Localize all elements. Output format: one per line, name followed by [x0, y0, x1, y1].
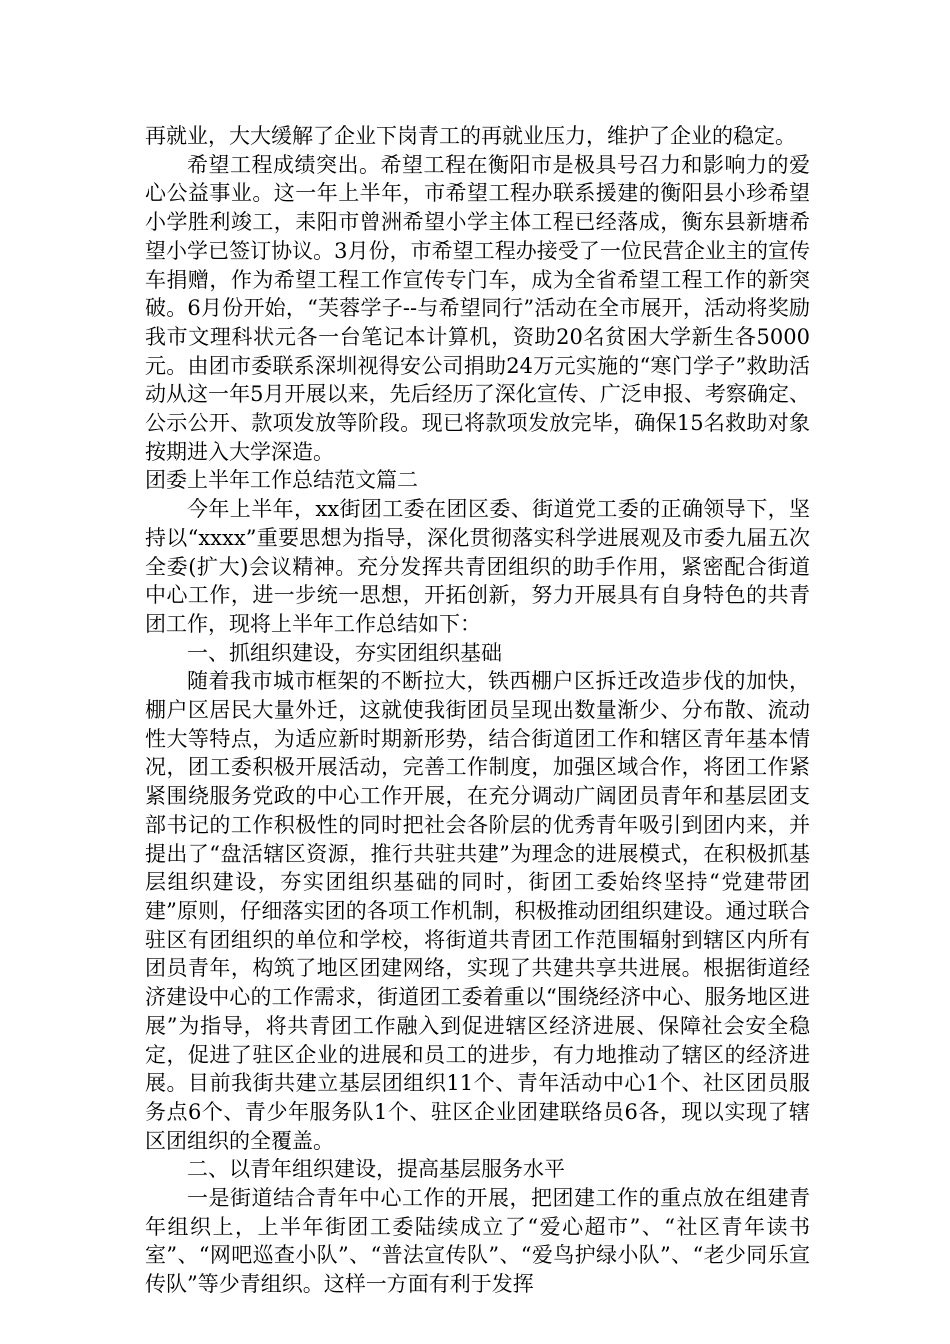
section-title: 团委上半年工作总结范文篇二	[145, 468, 418, 493]
document-page	[145, 122, 810, 1299]
paragraph-intro: 今年上半年，xx街团工委在团区委、街道党工委的正确领导下，坚持以“xxxx”重要思想为指导，深化贯彻落实科学进展观及市委九届五次全委(扩大)会议精神。充分发挥共青团组织的助手作用，紧密配合街道中心工作，进一步统一思想，开拓创新，努力开展具有自身特色的共青团工作，现将上半年工作总结如下：	[145, 497, 810, 636]
heading-youth-organization: 二、以青年组织建设，提高基层服务水平	[187, 1157, 565, 1182]
paragraph-hope-project: 希望工程成绩突出。希望工程在衡阳市是极具号召力和影响力的爱心公益事业。这一年上半年，市希望工程办联系援建的衡阳县小珍希望小学胜利竣工，耒阳市曾洲希望小学主体工程已经落成，衡东县新塘希望小学已签订协议。3月份，市希望工程办接受了一位民营企业主的宣传车捐赠，作为希望工程工作宣传专门车，成为全省希望工程工作的新突破。6月份开始，“芙蓉学子--与希望同行”活动在全市展开，活动将奖励我市文理科状元各一台笔记本计算机，资助20名贫困大学新生各5000元。由团市委联系深圳视得安公司捐助24万元实施的“寒门学子”救助活动从这一年5月开展以来，先后经历了深化宣传、广泛申报、考察确定、公示公开、款项发放等阶段。现已将款项发放完毕，确保15名救助对象按期进入大学深造。	[145, 152, 810, 464]
paragraph-continuation: 再就业，大大缓解了企业下岗青工的再就业压力，维护了企业的稳定。	[145, 124, 796, 148]
paragraph-organization-building: 随着我市城市框架的不断拉大，铁西棚户区拆迁改造步伐的加快，棚户区居民大量外迁，这就使我街团员呈现出数量渐少、分布散、流动性大等特点，为适应新时期新形势，结合街道团工作和辖区青年基本情况，团工委积极开展活动，完善工作制度，加强区域合作，将团工作紧紧围绕服务党政的中心工作开展，在充分调动广阔团员青年和基层团支部书记的工作积极性的同时把社会各阶层的优秀青年吸引到团内来，并提出了“盘活辖区资源，推行共驻共建”为理念的进展模式，在积极抓基层组织建设，夯实团组织基础的同时，街团工委始终坚持“党建带团建”原则，仔细落实团的各项工作机制，积极推动团组织建设。通过联合驻区有团组织的单位和学校，将街道共青团工作范围辐射到辖区内所有团员青年，构筑了地区团建网络，实现了共建共享共进展。根据街道经济建设中心的工作需求，街道团工委着重以“围绕经济中心、服务地区进展”为指导，将共青团工作融入到促进辖区经济进展、保障社会安全稳定，促进了驻区企业的进展和员工的进步，有力地推动了辖区的经济进展。目前我街共建立基层团组织11个、青年活动中心1个、社区团员服务点6个、青少年服务队1个、驻区企业团建联络员6各，现以实现了辖区团组织的全覆盖。	[145, 669, 810, 1153]
paragraph-youth-organization: 一是街道结合青年中心工作的开展，把团建工作的重点放在组建青年组织上，上半年街团工委陆续成立了“爱心超市”、“社区青年读书室”、“网吧巡查小队”、“普法宣传队”、“爱鸟护绿小队”、“老少同乐宣传队”等少青组织。这样一方面有利于发挥	[145, 1186, 810, 1297]
heading-organization-building: 一、抓组织建设，夯实团组织基础	[187, 640, 502, 665]
